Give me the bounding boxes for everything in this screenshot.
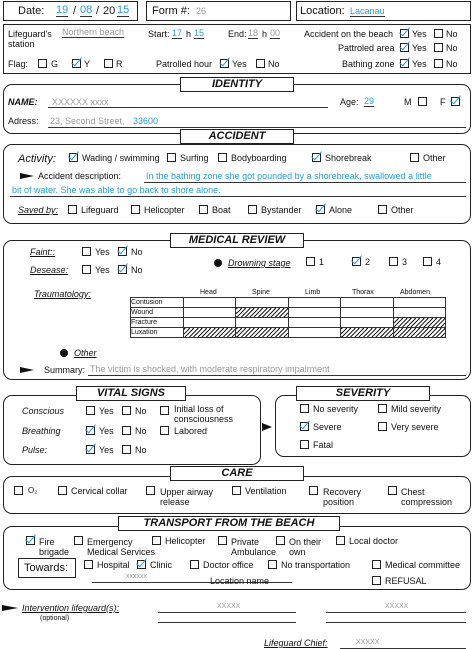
trauma-row-label: Contusion	[131, 298, 184, 308]
intervention-name-2[interactable]: XXXXX	[385, 603, 409, 610]
conscious-yes-checkbox[interactable]	[86, 406, 95, 415]
start-minute[interactable]: 15	[194, 28, 205, 38]
cervical-collar: Cervical collar	[71, 486, 128, 496]
accident-beach-yes: Yes	[412, 29, 427, 39]
ems: Emergency Medical Services	[87, 537, 156, 557]
intervention-line-4	[326, 622, 466, 623]
start-label: Start:	[148, 29, 170, 39]
trauma-row-label: Luxation	[131, 328, 184, 338]
description-line-1[interactable]: In the bathing zone she got pounded by a shorebreak, swallowed a little	[146, 171, 432, 181]
stage-4-checkbox[interactable]	[423, 257, 432, 266]
description-underline-2	[10, 196, 466, 197]
pulse-label: Pulse:	[22, 445, 48, 455]
bathing-zone-yes-checkbox[interactable]	[400, 59, 409, 68]
bathing-zone-label: Bathing zone	[342, 59, 395, 69]
patrolled-area-no-checkbox[interactable]	[434, 43, 443, 52]
activity-other-checkbox[interactable]	[410, 153, 419, 162]
trauma-cell[interactable]	[341, 298, 393, 308]
traumatology-label: Traumatology:	[34, 289, 91, 299]
trauma-cell-disabled	[341, 328, 393, 338]
traumatology-table	[130, 297, 446, 338]
trauma-cell[interactable]	[184, 318, 236, 328]
no-transport-checkbox[interactable]	[268, 560, 277, 569]
trauma-cell-disabled	[236, 328, 288, 338]
private-ambulance: Private Ambulance	[231, 537, 277, 557]
labored-label: Labored	[174, 426, 208, 436]
flag-r: R	[116, 59, 123, 69]
table-row	[131, 328, 446, 338]
recovery-position-checkbox[interactable]	[309, 486, 318, 495]
stage-2-checkbox[interactable]	[352, 257, 361, 266]
saved-alone: Alone	[329, 205, 353, 215]
conscious-no-checkbox[interactable]	[122, 406, 131, 415]
table-row	[131, 308, 446, 318]
location-label: Location:	[300, 5, 345, 17]
clinic-checkbox[interactable]	[137, 560, 146, 569]
patrolled-hour-no: No	[268, 59, 280, 69]
trauma-col-limb: Limb	[305, 289, 321, 296]
saved-alone-checkbox[interactable]	[316, 205, 325, 214]
name-underline	[48, 107, 328, 108]
breathing-no: No	[135, 426, 147, 436]
activity-bodyboarding-checkbox[interactable]	[218, 153, 227, 162]
pulse-no-checkbox[interactable]	[122, 445, 131, 454]
accident-beach-yes-checkbox[interactable]	[400, 29, 409, 38]
trauma-cell-disabled	[184, 328, 236, 338]
hospital-checkbox[interactable]	[84, 560, 93, 569]
trauma-cell-disabled	[236, 308, 288, 318]
saved-bystander-checkbox[interactable]	[248, 205, 257, 214]
clinic: Clinic	[150, 560, 173, 570]
saved-helicopter: Helicopter	[144, 205, 185, 215]
accident-beach-no: No	[446, 29, 458, 39]
doctor-office: Doctor office	[203, 560, 254, 570]
recovery-position: Recovery position	[323, 487, 362, 507]
identity-title: IDENTITY	[180, 77, 294, 92]
pulse-yes-checkbox[interactable]	[86, 445, 95, 454]
flag-r-checkbox[interactable]	[104, 59, 113, 68]
trauma-col-spine: Spine	[252, 289, 270, 296]
towards-label: Towards:	[24, 562, 69, 574]
form-number-value[interactable]: 26	[196, 6, 207, 16]
severe-checkbox[interactable]	[300, 422, 309, 431]
other-bullet-icon	[60, 349, 68, 357]
end-hour[interactable]: 18	[248, 28, 259, 38]
no-transport: No transportation	[281, 560, 351, 570]
no-severity-checkbox[interactable]	[300, 404, 309, 413]
form-number-label: Form #:	[152, 5, 190, 17]
trauma-cell[interactable]	[184, 308, 236, 318]
chest-compression: Chest compression	[401, 487, 453, 507]
activity-label: Activity:	[18, 153, 56, 165]
gender-f-label: F	[440, 97, 446, 107]
conscious-label: Conscious	[22, 406, 65, 416]
disease-yes: Yes	[95, 265, 110, 275]
hospital: Hospital	[97, 560, 130, 570]
name-label: NAME:	[8, 97, 38, 107]
medical-committee: Medical committee	[385, 560, 461, 570]
vital-to-severity-arrow-icon	[262, 423, 272, 431]
intervention-optional: (optional)	[40, 615, 70, 622]
activity-bodyboarding: Bodyboarding	[231, 153, 287, 163]
drowning-label: Drowning stage	[228, 258, 291, 268]
saved-boat-checkbox[interactable]	[199, 205, 208, 214]
stage-1: 1	[319, 257, 325, 267]
trauma-cell[interactable]	[288, 328, 340, 338]
date-month[interactable]: 08	[80, 4, 93, 16]
severe: Severe	[313, 422, 342, 432]
conscious-no: No	[135, 406, 147, 416]
activity-other: Other	[423, 153, 446, 163]
faint-label: Faint::	[30, 247, 56, 257]
care-o2: O₂	[28, 486, 38, 495]
name-value[interactable]: XXXXXX xxxx	[52, 97, 109, 107]
trauma-col-head: Head	[200, 289, 217, 296]
activity-shorebreak: Shorebreak	[325, 153, 372, 163]
gender-f-checkbox[interactable]	[451, 97, 460, 106]
faint-yes-checkbox[interactable]	[82, 247, 91, 256]
date-label: Date:	[18, 5, 45, 17]
trauma-col-thorax: Thorax	[352, 289, 374, 296]
fire-brigade-checkbox[interactable]	[26, 536, 35, 545]
trauma-cell[interactable]	[236, 318, 288, 328]
trauma-cell[interactable]	[236, 298, 288, 308]
activity-wading: Wading / swimming	[82, 153, 160, 163]
other-label: Other	[74, 348, 97, 358]
end-minute[interactable]: 00	[270, 28, 281, 38]
summary-label: Summary:	[44, 365, 86, 375]
medical-committee-checkbox[interactable]	[372, 560, 381, 569]
activity-wading-checkbox[interactable]	[69, 153, 78, 162]
medical-title: MEDICAL REVIEW	[170, 233, 304, 248]
table-row	[131, 298, 446, 308]
disease-yes-checkbox[interactable]	[82, 265, 91, 274]
conscious-yes: Yes	[99, 406, 114, 416]
ventilation-checkbox[interactable]	[232, 486, 241, 495]
date-year-prefix: 20	[103, 5, 116, 17]
intervention-line-3	[158, 622, 296, 623]
patrolled-area-no: No	[446, 43, 458, 53]
end-label: End:	[228, 29, 247, 39]
description-label: Accident description:	[38, 171, 122, 181]
trauma-cell[interactable]	[184, 298, 236, 308]
care-o2-checkbox[interactable]	[14, 486, 23, 495]
accident-beach-no-checkbox[interactable]	[434, 29, 443, 38]
location-name-label: Location name	[210, 576, 270, 586]
trauma-cell[interactable]	[288, 308, 340, 318]
chest-compression-checkbox[interactable]	[388, 486, 397, 495]
severity-title: SEVERITY	[296, 386, 430, 401]
summary-arrow-icon	[20, 367, 34, 373]
stage-4: 4	[436, 257, 442, 267]
saved-boat: Boat	[212, 205, 231, 215]
gender-m-label: M	[404, 97, 412, 107]
trauma-col-abdomen: Abdomen	[400, 289, 430, 296]
upper-airway-checkbox[interactable]	[146, 486, 155, 495]
helicopter-checkbox[interactable]	[152, 536, 161, 545]
saved-lifeguard-checkbox[interactable]	[68, 205, 77, 214]
age-value[interactable]: 29	[364, 96, 375, 106]
saved-by-label: Saved by:	[18, 205, 59, 215]
start-h-sep: h	[186, 29, 192, 39]
disease-no-checkbox[interactable]	[118, 265, 127, 274]
breathing-label: Breathing	[22, 426, 61, 436]
patrolled-hour-no-checkbox[interactable]	[256, 59, 265, 68]
faint-no-checkbox[interactable]	[118, 247, 127, 256]
breathing-no-checkbox[interactable]	[122, 426, 131, 435]
faint-no: No	[131, 247, 143, 257]
date-sep-1: /	[73, 5, 77, 17]
flag-g-checkbox[interactable]	[38, 59, 47, 68]
location-name-value[interactable]: xxxxxx	[126, 573, 147, 580]
stage-3-checkbox[interactable]	[389, 257, 398, 266]
local-doctor-checkbox[interactable]	[336, 536, 345, 545]
age-label: Age:	[340, 97, 359, 107]
labored-checkbox[interactable]	[160, 426, 169, 435]
patrolled-area-yes-checkbox[interactable]	[400, 43, 409, 52]
activity-surfing-checkbox[interactable]	[167, 153, 176, 162]
saved-other-checkbox[interactable]	[378, 205, 387, 214]
patrolled-hour-yes: Yes	[232, 59, 247, 69]
saved-helicopter-checkbox[interactable]	[131, 205, 140, 214]
location-value[interactable]: Lacanau	[350, 6, 385, 16]
pulse-no: No	[135, 445, 147, 455]
initial-loss-checkbox[interactable]	[160, 406, 169, 415]
patrolled-area-yes: Yes	[412, 43, 427, 53]
very-severe: Very severe	[391, 422, 439, 432]
activity-shorebreak-checkbox[interactable]	[312, 153, 321, 162]
fire-brigade: Fire brigade	[39, 537, 70, 557]
chief-value[interactable]: XXXXX	[356, 639, 380, 646]
ventilation: Ventilation	[245, 486, 287, 496]
disease-label: Desease:	[30, 265, 69, 275]
intervention-arrow-icon	[2, 605, 18, 611]
flag-label: Flag:	[8, 59, 29, 69]
stage-1-checkbox[interactable]	[306, 257, 315, 266]
summary-underline	[88, 375, 466, 376]
stage-3: 3	[402, 257, 408, 267]
fatal: Fatal	[313, 440, 334, 450]
trauma-cell[interactable]	[393, 308, 445, 318]
transport-title: TRANSPORT FROM THE BEACH	[118, 516, 340, 531]
intervention-line-2	[326, 612, 466, 613]
ems-checkbox[interactable]	[74, 536, 83, 545]
flag-y: Y	[84, 59, 91, 69]
address-street[interactable]: 23, Second Street,	[50, 116, 125, 126]
saved-other: Other	[391, 205, 414, 215]
summary-value[interactable]: The victim is shocked, with moderate respiratory impairment	[90, 364, 330, 374]
trauma-cell[interactable]	[288, 298, 340, 308]
saved-bystander: Bystander	[261, 205, 302, 215]
saved-lifeguard: Lifeguard	[81, 205, 119, 215]
doctor-office-checkbox[interactable]	[190, 560, 199, 569]
station-value[interactable]: Northern beach	[62, 27, 125, 37]
description-arrow-icon	[20, 173, 34, 179]
breathing-yes-checkbox[interactable]	[86, 426, 95, 435]
local-doctor: Local doctor	[349, 536, 399, 546]
trauma-cell[interactable]	[393, 298, 445, 308]
description-underline-1	[144, 182, 466, 183]
fatal-checkbox[interactable]	[300, 440, 309, 449]
private-ambulance-checkbox[interactable]	[218, 536, 227, 545]
activity-surfing: Surfing	[180, 153, 209, 163]
trauma-cell[interactable]	[341, 308, 393, 318]
cervical-collar-checkbox[interactable]	[58, 486, 67, 495]
description-line-2[interactable]: bit of water. She was able to go back to shore alone.	[12, 185, 221, 195]
accident-title: ACCIDENT	[180, 129, 294, 144]
table-row	[131, 318, 446, 328]
disease-no: No	[131, 265, 143, 275]
chief-label: Lifeguard Chief:	[264, 638, 328, 648]
trauma-row-label: Fracture	[131, 318, 184, 328]
intervention-name-1[interactable]: XXXXX	[217, 603, 241, 610]
no-severity: No severity	[313, 404, 359, 414]
mild-severity-checkbox[interactable]	[378, 404, 387, 413]
pulse-yes: Yes	[99, 445, 114, 455]
refusal-checkbox[interactable]	[372, 576, 381, 585]
date-sep-2: /	[96, 5, 100, 17]
bathing-zone-no: No	[446, 59, 458, 69]
initial-loss-label: Initial loss of consciousness	[174, 404, 234, 424]
breathing-yes: Yes	[99, 426, 114, 436]
flag-g: G	[51, 59, 59, 69]
trauma-cell[interactable]	[341, 318, 393, 328]
upper-airway: Upper airway release	[160, 487, 214, 507]
address-zip[interactable]: 33600	[133, 116, 159, 126]
intervention-line-1	[158, 612, 296, 613]
date-year[interactable]: 15	[117, 4, 130, 16]
stage-2: 2	[365, 257, 371, 267]
faint-yes: Yes	[95, 247, 110, 257]
station-label: Lifeguard's station	[8, 29, 52, 49]
own: On their own	[289, 537, 322, 557]
care-title: CARE	[170, 466, 304, 481]
patrolled-hour-yes-checkbox[interactable]	[220, 59, 229, 68]
patrolled-hour-label: Patrolled hour	[156, 59, 213, 69]
bathing-zone-yes: Yes	[412, 59, 427, 69]
trauma-row-label: Wound	[131, 308, 184, 318]
trauma-cell-disabled	[393, 328, 445, 338]
vital-title: VITAL SIGNS	[76, 386, 186, 401]
own-checkbox[interactable]	[276, 536, 285, 545]
gender-m-checkbox[interactable]	[418, 97, 427, 106]
flag-y-checkbox[interactable]	[72, 59, 81, 68]
drowning-bullet-icon	[214, 259, 222, 267]
very-severe-checkbox[interactable]	[378, 422, 387, 431]
bathing-zone-no-checkbox[interactable]	[434, 59, 443, 68]
refusal: REFUSAL	[385, 576, 427, 586]
date-day[interactable]: 19	[56, 4, 69, 16]
address-label: Adress:	[8, 116, 39, 126]
trauma-cell[interactable]	[288, 318, 340, 328]
end-h-sep: h	[262, 29, 268, 39]
mild-severity: Mild severity	[391, 404, 442, 414]
accident-beach-label: Accident on the beach	[304, 29, 394, 39]
helicopter: Helicopter	[165, 536, 206, 546]
start-hour[interactable]: 17	[172, 28, 183, 38]
address-underline	[48, 127, 466, 128]
intervention-label: Intervention lifeguard(s):	[22, 603, 120, 613]
patrolled-area-label: Pattroled area	[338, 43, 395, 53]
trauma-cell-disabled	[393, 318, 445, 328]
